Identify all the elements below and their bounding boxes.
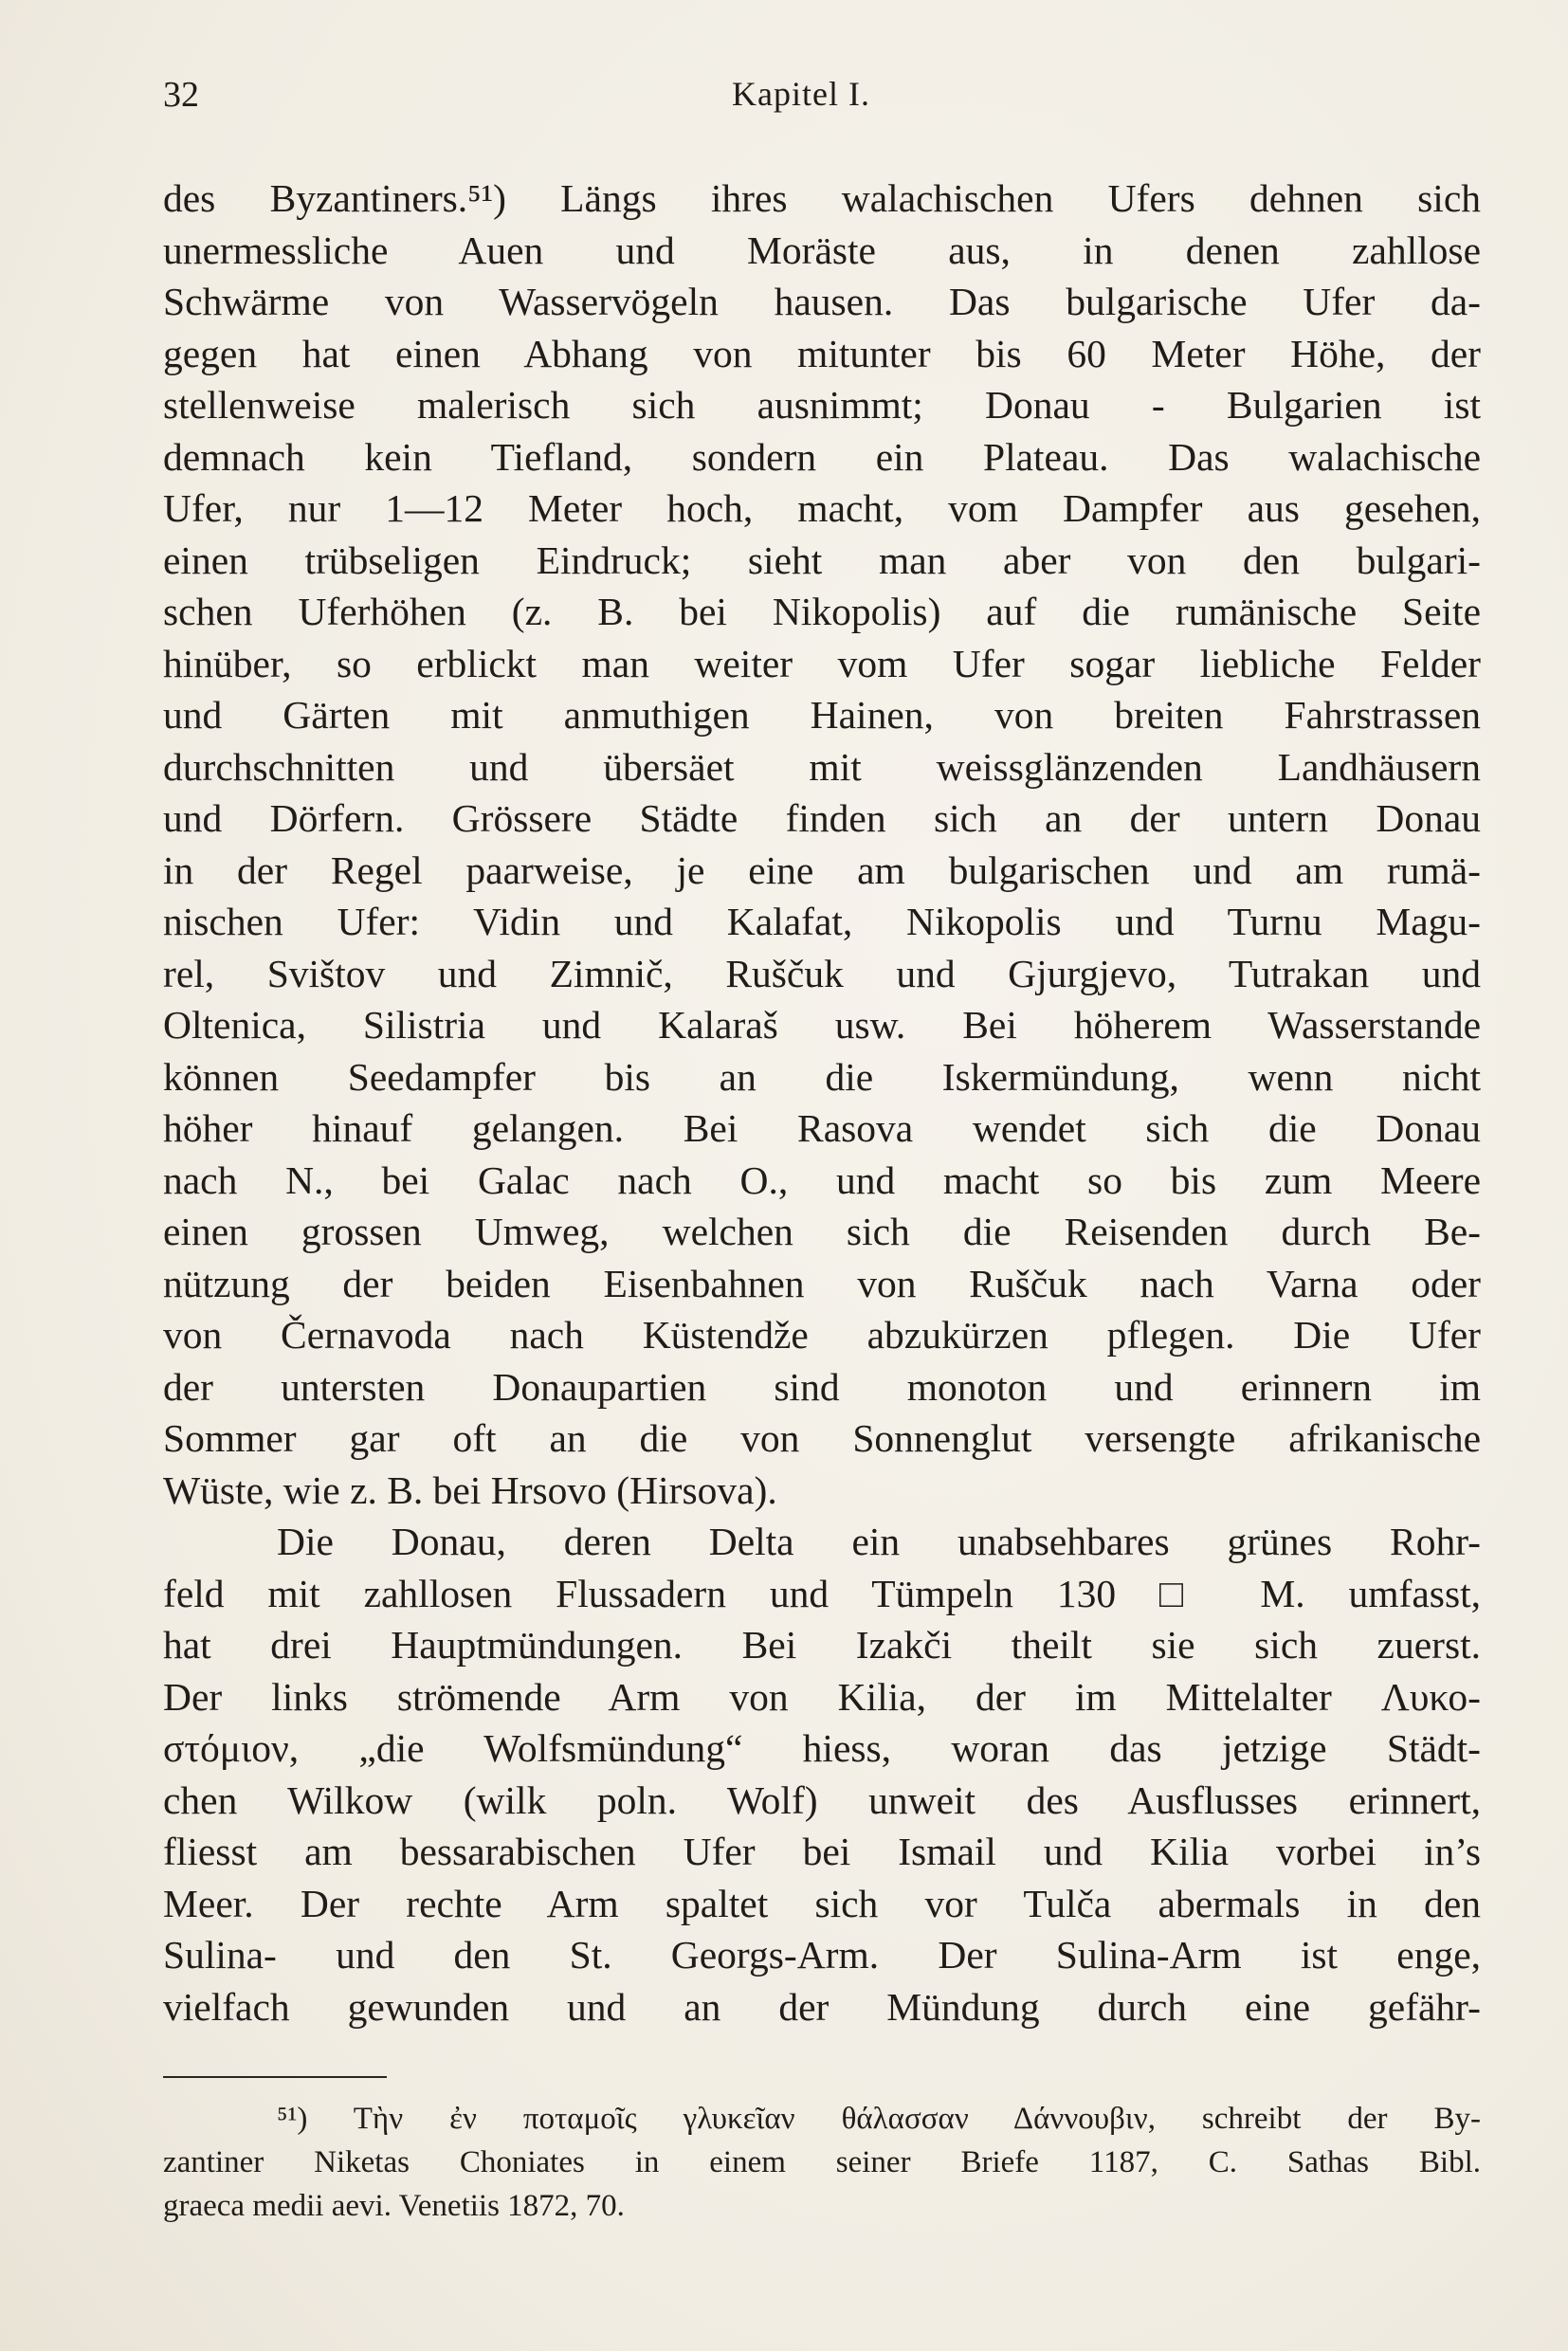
text-line: durchschnitten und übersäet mit weissglänzenden Landhäusern	[163, 744, 1481, 789]
footnote-line: zantiner Niketas Choniates in einem seiner Briefe 1187, C. Sathas Bibl.	[163, 2145, 1481, 2179]
text-line: Schwärme von Wasservögeln hausen. Das bulgarische Ufer da-	[163, 280, 1481, 323]
footnote-line: ⁵¹) Τὴν ἐν ποταμοῖς γλυκεῖαν θάλασσαν Δάννουβιν, schreibt der By-	[277, 2102, 1481, 2136]
text-line: Wüste, wie z. B. bei Hrsovo (Hirsova).	[163, 1467, 777, 1512]
text-line: vielfach gewunden und an der Mündung durch eine gefähr-	[163, 1984, 1481, 2029]
text-line: hat drei Hauptmündungen. Bei Izakči theilt sie sich zuerst.	[163, 1623, 1481, 1667]
text-line: Sommer gar oft an die von Sonnenglut versengte afrikanische	[163, 1416, 1481, 1460]
text-line: Ufer, nur 1—12 Meter hoch, macht, vom Dampfer aus gesehen,	[163, 486, 1481, 530]
footnotes	[163, 2097, 1481, 2228]
text-line: Meer. Der rechte Arm spaltet sich vor Tulča abermals in den	[163, 1881, 1481, 1925]
text-line: können Seedampfer bis an die Iskermündung, wenn nicht	[163, 1054, 1481, 1099]
chapter-title: Kapitel I.	[732, 75, 870, 113]
text-line: demnach kein Tiefland, sondern ein Plateau. Das walachische	[163, 434, 1481, 479]
paragraph	[163, 173, 1481, 1516]
text-line: fliesst am bessarabischen Ufer bei Ismail und Kilia vorbei in’s	[163, 1830, 1481, 1873]
footnote-divider	[163, 2076, 387, 2078]
running-head	[163, 74, 1481, 121]
text-line: einen trübseligen Eindruck; sieht man aber von den bulgari-	[163, 538, 1481, 582]
page-number: 32	[163, 75, 199, 115]
text-line: nischen Ufer: Vidin und Kalafat, Nikopolis und Turnu Magu-	[163, 900, 1481, 943]
text-line: rel, Svištov und Zimnič, Ruščuk und Gjurgjevo, Tutrakan und	[163, 951, 1481, 995]
text-line: hinüber, so erblickt man weiter vom Ufer sogar liebliche Felder	[163, 641, 1481, 685]
text-line: und Gärten mit anmuthigen Hainen, von breiten Fahrstrassen	[163, 693, 1481, 737]
body-text	[163, 173, 1481, 2032]
text-line: Der links strömende Arm von Kilia, der im Mittelalter Λυκο-	[163, 1674, 1481, 1719]
text-line: Die Donau, deren Delta ein unabsehbares grünes Rohr-	[277, 1520, 1481, 1563]
text-line: des Byzantiners.⁵¹) Längs ihres walachischen Ufers dehnen sich	[163, 176, 1481, 220]
text-line: Sulina- und den St. Georgs-Arm. Der Sulina-Arm ist enge,	[163, 1933, 1481, 1977]
footnote-line: graeca medii aevi. Venetiis 1872, 70.	[163, 2189, 625, 2223]
text-line: στόμιον, „die Wolfsmündung“ hiess, woran das jetzige Städt-	[163, 1726, 1481, 1770]
text-line: unermessliche Auen und Moräste aus, in denen zahllose	[163, 228, 1481, 272]
text-line: einen grossen Umweg, welchen sich die Reisenden durch Be-	[163, 1210, 1481, 1253]
text-line: gegen hat einen Abhang von mitunter bis 60 Meter Höhe, der	[163, 331, 1481, 375]
text-line: chen Wilkow (wilk poln. Wolf) unweit des Ausflusses erinnert,	[163, 1777, 1481, 1822]
paragraph	[163, 1516, 1481, 2032]
text-line: Oltenica, Silistria und Kalaraš usw. Bei höherem Wasserstande	[163, 1003, 1481, 1047]
text-line: von Černavoda nach Küstendže abzukürzen pflegen. Die Ufer	[163, 1313, 1481, 1357]
text-line: schen Uferhöhen (z. B. bei Nikopolis) auf die rumänische Seite	[163, 590, 1481, 633]
text-line: nützung der beiden Eisenbahnen von Ruščuk nach Varna oder	[163, 1261, 1481, 1305]
text-line: höher hinauf gelangen. Bei Rasova wendet sich die Donau	[163, 1106, 1481, 1150]
text-line: in der Regel paarweise, je eine am bulgarischen und am rumä-	[163, 847, 1481, 892]
text-line: nach N., bei Galac nach O., und macht so bis zum Meere	[163, 1157, 1481, 1202]
footnote	[163, 2097, 1481, 2228]
text-line: und Dörfern. Grössere Städte finden sich an der untern Donau	[163, 796, 1481, 840]
text-line: der untersten Donaupartien sind monoton und erinnern im	[163, 1364, 1481, 1409]
text-line: stellenweise malerisch sich ausnimmt; Donau - Bulgarien ist	[163, 383, 1481, 427]
text-line: feld mit zahllosen Flussadern und Tümpeln 130 □ M. umfasst,	[163, 1571, 1481, 1615]
